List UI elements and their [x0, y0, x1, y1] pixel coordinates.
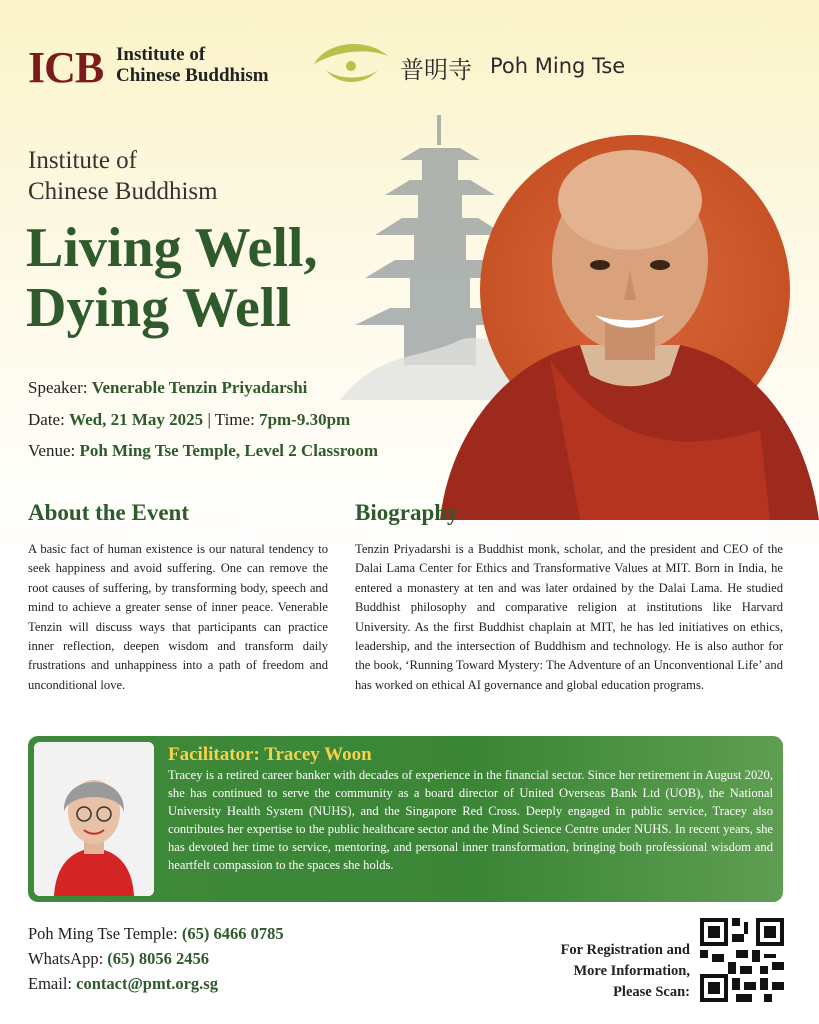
- whatsapp-value: (65) 8056 2456: [107, 949, 210, 968]
- phone-line: [28, 924, 284, 944]
- subtitle-line1: Institute of: [28, 147, 138, 174]
- registration-line1: For Registration and: [560, 942, 690, 958]
- event-title-line1: Living Well,: [26, 217, 318, 279]
- email-value[interactable]: contact@pmt.org.sg: [76, 974, 218, 993]
- speaker-photo: [430, 100, 819, 520]
- biography-body: Tenzin Priyadarshi is a Buddhist monk, scholar, and the president and CEO of the Dalai Lama Center for Ethics and Transformative Values at MIT. Born in India, he entered a monastery at ten and was later ordained by the Dalai Lama. He studied Buddhist philosophy and comparative religion at institutions like Harvard University. As the first Buddhist chaplain at MIT, he has led initiatives on ethics, leadership, and the intersection of Buddhism and technology. He is also author for the book, ‘Running Toward Mystery: The Adventure of an Unconventional Life’ and has worked on ethical AI governance and global education programs.: [355, 542, 783, 692]
- icb-name-line1: Institute of: [116, 44, 206, 65]
- about-heading: About the Event: [28, 500, 190, 525]
- registration-text: [520, 940, 690, 1003]
- email-label: Email:: [28, 974, 72, 993]
- time-label: Time:: [214, 410, 255, 429]
- phone-label: Poh Ming Tse Temple:: [28, 924, 178, 943]
- venue-line: [28, 441, 378, 461]
- pmt-chinese-name: 普明寺: [400, 56, 472, 84]
- icb-logo: ICB: [28, 43, 104, 92]
- facilitator-photo: [34, 742, 154, 896]
- date-time-line: [28, 410, 350, 430]
- whatsapp-label: WhatsApp:: [28, 949, 104, 968]
- pmt-english-name: Poh Ming Tse: [490, 54, 626, 78]
- registration-line2: More Information,: [573, 963, 690, 979]
- event-title-line2: Dying Well: [26, 277, 292, 339]
- event-title: [26, 218, 317, 338]
- venue-label: Venue:: [28, 441, 76, 460]
- email-line: [28, 974, 218, 994]
- speaker-value: Venerable Tenzin Priyadarshi: [91, 378, 308, 397]
- phone-value: (65) 6466 0785: [181, 924, 284, 943]
- poh-ming-tse-logo-icon: [308, 36, 394, 96]
- about-body: A basic fact of human existence is our natural tendency to seek happiness and avoid suffering. One can remove the root causes of suffering, by transforming body, speech and mind to achieve a greater sense of inner peace. Venerable Tenzin will discuss ways that participants can practice inner reflection, deepen wisdom and transform daily frustrations and unhappiness into a path of freedom and unconditional love.: [28, 542, 328, 692]
- qr-code-icon[interactable]: [700, 918, 784, 1002]
- subtitle-line2: Chinese Buddhism: [28, 178, 218, 205]
- icb-name: [116, 44, 269, 86]
- facilitator-body: Tracey is a retired career banker with decades of experience in the financial sector. Since her retirement in August 2020, she has continued to serve the community as a board director of United Overseas Bank Ltd (UOB), the National University Health System (NUHS), and the Singapore Red Cross. Deeply engaged in public service, Tracey also contributes her expertise to the public healthcare sector and the Mind Science Centre under NUHS. In recent years, she has devoted her time to service, mentoring, and personal inner transformation, bringing both professional wisdom and heartfelt compassion to the spaces she holds.: [168, 768, 773, 872]
- separator: |: [207, 410, 211, 429]
- whatsapp-line: [28, 949, 209, 969]
- venue-value: Poh Ming Tse Temple, Level 2 Classroom: [79, 441, 379, 460]
- date-value: Wed, 21 May 2025: [69, 410, 204, 429]
- biography-heading: Biography: [355, 500, 459, 525]
- registration-line3: Please Scan:: [613, 984, 690, 1000]
- date-label: Date:: [28, 410, 65, 429]
- time-value: 7pm-9.30pm: [259, 410, 351, 429]
- speaker-label: Speaker:: [28, 378, 88, 397]
- facilitator-title: Facilitator: Tracey Woon: [168, 744, 372, 765]
- subtitle: [28, 145, 218, 207]
- speaker-line: [28, 378, 307, 398]
- icb-name-line2: Chinese Buddhism: [116, 65, 269, 86]
